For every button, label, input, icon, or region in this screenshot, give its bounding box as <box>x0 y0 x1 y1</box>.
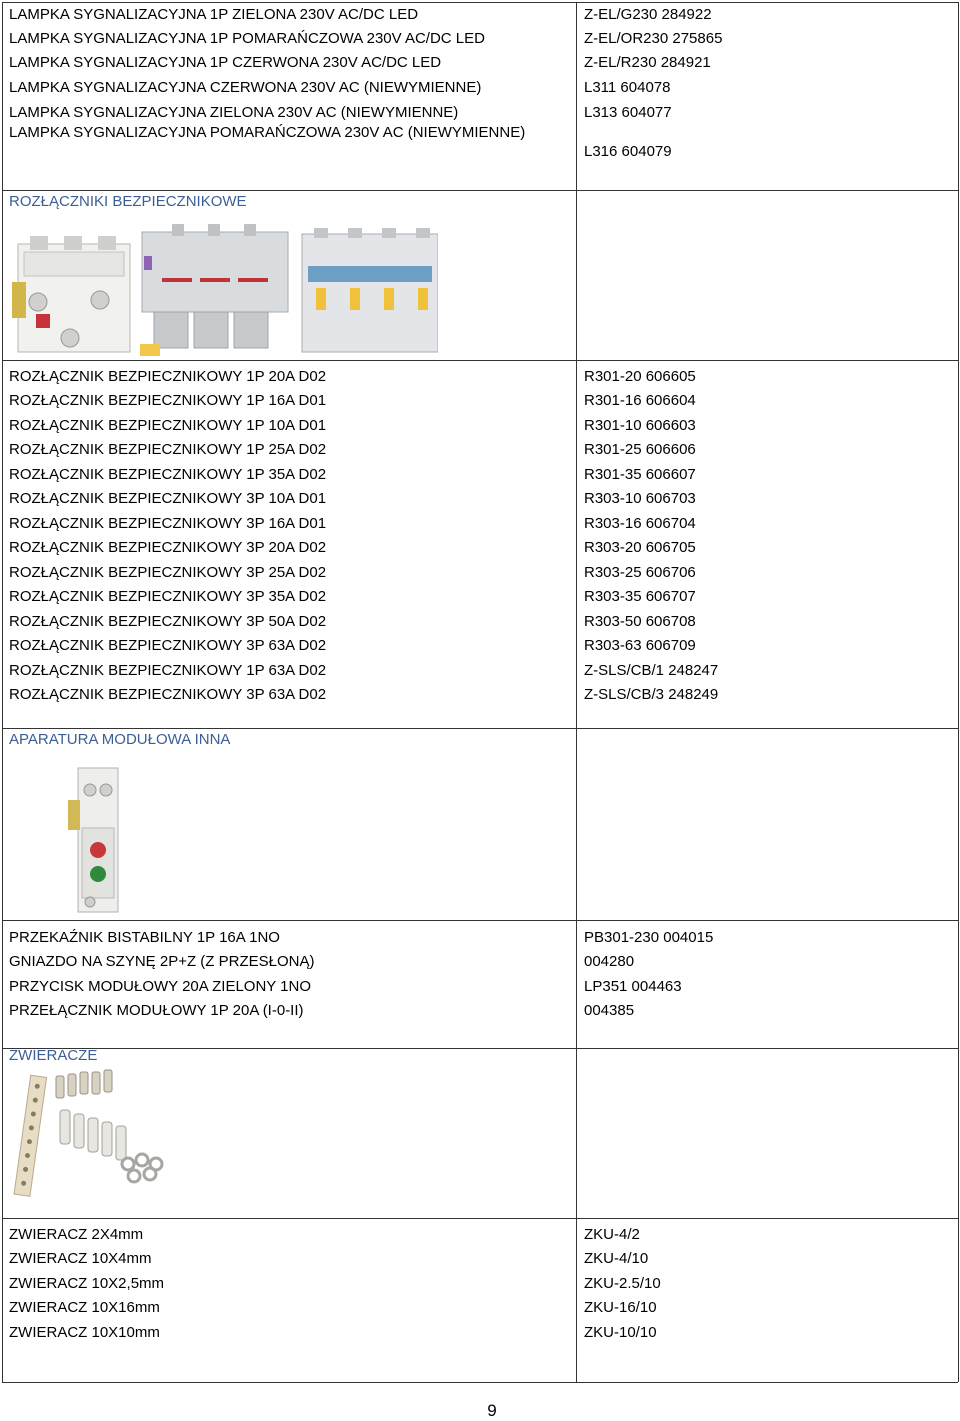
product-code: ZKU-2.5/10 <box>584 1275 661 1292</box>
product-name: PRZYCISK MODUŁOWY 20A ZIELONY 1NO <box>9 978 312 995</box>
product-code: Z-SLS/CB/1 248247 <box>584 662 719 679</box>
product-name: ZWIERACZ 10X16mm <box>9 1299 160 1316</box>
product-code: Z-SLS/CB/3 248249 <box>584 686 719 703</box>
section-title-zwieracze: ZWIERACZE <box>9 1047 98 1064</box>
fuse-disconnector-3p-grey-image <box>140 224 288 356</box>
product-name: ROZŁĄCZNIK BEZPIECZNIKOWY 3P 63A D02 <box>9 686 327 703</box>
product-name: ROZŁĄCZNIK BEZPIECZNIKOWY 3P 63A D02 <box>9 637 327 654</box>
product-name: ZWIERACZ 10X2,5mm <box>9 1275 165 1292</box>
product-code: R303-50 606708 <box>584 613 696 630</box>
table-border-top <box>2 2 958 3</box>
product-code: R303-25 606706 <box>584 564 696 581</box>
product-code: R301-16 606604 <box>584 392 696 409</box>
page-number: 9 <box>487 1401 497 1420</box>
product-name: ZWIERACZ 10X4mm <box>9 1250 152 1267</box>
product-name: ROZŁĄCZNIK BEZPIECZNIKOWY 1P 25A D02 <box>9 441 327 458</box>
fuse-disconnector-4p-image <box>302 228 438 352</box>
fuse-disconnector-1p-image <box>12 236 130 352</box>
product-name: LAMPKA SYGNALIZACYJNA 1P POMARAŃCZOWA 230V AC/DC LED <box>9 30 485 47</box>
product-code: L311 604078 <box>584 79 671 96</box>
product-name: PRZEŁĄCZNIK MODUŁOWY 1P 20A (I-0-II) <box>9 1002 304 1019</box>
product-code: R303-63 606709 <box>584 637 696 654</box>
product-name: ZWIERACZ 2X4mm <box>9 1226 144 1243</box>
product-name: ROZŁĄCZNIK BEZPIECZNIKOWY 1P 63A D02 <box>9 662 327 679</box>
section-separator <box>2 920 958 921</box>
column-divider <box>576 360 577 728</box>
product-name: ZWIERACZ 10X10mm <box>9 1324 160 1341</box>
product-code: R303-20 606705 <box>584 539 696 556</box>
product-name: ROZŁĄCZNIK BEZPIECZNIKOWY 1P 35A D02 <box>9 466 327 483</box>
product-name: ROZŁĄCZNIK BEZPIECZNIKOWY 1P 10A D01 <box>9 417 327 434</box>
product-name: LAMPKA SYGNALIZACYJNA CZERWONA 230V AC (NIEWYMIENNE) <box>9 79 482 96</box>
table-border-bottom <box>2 1382 958 1383</box>
product-name: LAMPKA SYGNALIZACYJNA 1P ZIELONA 230V AC/DC LED <box>9 6 419 23</box>
product-code: L316 604079 <box>584 143 672 160</box>
product-name: ROZŁĄCZNIK BEZPIECZNIKOWY 3P 16A D01 <box>9 515 327 532</box>
table-border-right <box>958 2 959 1382</box>
section-title-rozlaczniki: ROZŁĄCZNIKI BEZPIECZNIKOWE <box>9 193 247 210</box>
column-divider <box>576 190 577 360</box>
product-code: R301-35 606607 <box>584 466 696 483</box>
product-code: PB301-230 004015 <box>584 929 714 946</box>
product-code: R303-16 606704 <box>584 515 696 532</box>
product-name: GNIAZDO NA SZYNĘ 2P+Z (Z PRZESŁONĄ) <box>9 953 315 970</box>
product-code: ZKU-16/10 <box>584 1299 657 1316</box>
product-code: LP351 004463 <box>584 978 682 995</box>
product-code: 004280 <box>584 953 635 970</box>
product-code: Z-EL/G230 284922 <box>584 6 712 23</box>
product-code: 004385 <box>584 1002 635 1019</box>
modular-lamp-product-image <box>64 764 128 916</box>
product-name: LAMPKA SYGNALIZACYJNA ZIELONA 230V AC (NIEWYMIENNE) <box>9 104 459 121</box>
product-code: ZKU-10/10 <box>584 1324 657 1341</box>
column-divider <box>576 728 577 1048</box>
product-code: ZKU-4/2 <box>584 1226 640 1243</box>
product-name: ROZŁĄCZNIK BEZPIECZNIKOWY 3P 10A D01 <box>9 490 327 507</box>
product-name: ROZŁĄCZNIK BEZPIECZNIKOWY 3P 35A D02 <box>9 588 327 605</box>
product-code: Z-EL/R230 284921 <box>584 54 711 71</box>
section-separator <box>2 190 958 191</box>
table-border-left <box>2 2 3 1382</box>
product-code: Z-EL/OR230 275865 <box>584 30 723 47</box>
product-code: R303-35 606707 <box>584 588 696 605</box>
product-name: LAMPKA SYGNALIZACYJNA POMARAŃCZOWA 230V AC (NIEWYMIENNE) <box>9 124 526 141</box>
product-name: ROZŁĄCZNIK BEZPIECZNIKOWY 3P 50A D02 <box>9 613 327 630</box>
section-title-aparatura: APARATURA MODUŁOWA INNA <box>9 731 231 748</box>
product-code: R303-10 606703 <box>584 490 696 507</box>
product-code: R301-20 606605 <box>584 368 696 385</box>
product-name: ROZŁĄCZNIK BEZPIECZNIKOWY 3P 25A D02 <box>9 564 327 581</box>
section-separator <box>2 1218 958 1219</box>
product-code: L313 604077 <box>584 104 672 121</box>
fuse-switch-product-image <box>12 222 438 358</box>
column-divider <box>576 2 577 190</box>
product-code: R301-25 606606 <box>584 441 696 458</box>
product-name: PRZEKAŹNIK BISTABILNY 1P 16A 1NO <box>9 929 280 946</box>
product-name: LAMPKA SYGNALIZACYJNA 1P CZERWONA 230V AC/DC LED <box>9 54 442 71</box>
section-separator <box>2 728 958 729</box>
product-code: R301-10 606603 <box>584 417 696 434</box>
product-code: ZKU-4/10 <box>584 1250 649 1267</box>
column-divider <box>576 1048 577 1382</box>
product-name: ROZŁĄCZNIK BEZPIECZNIKOWY 3P 20A D02 <box>9 539 327 556</box>
product-name: ROZŁĄCZNIK BEZPIECZNIKOWY 1P 16A D01 <box>9 392 327 409</box>
section-separator <box>2 1048 958 1049</box>
product-name: ROZŁĄCZNIK BEZPIECZNIKOWY 1P 20A D02 <box>9 368 327 385</box>
busbar-product-image <box>12 1068 172 1202</box>
section-separator <box>2 360 958 361</box>
